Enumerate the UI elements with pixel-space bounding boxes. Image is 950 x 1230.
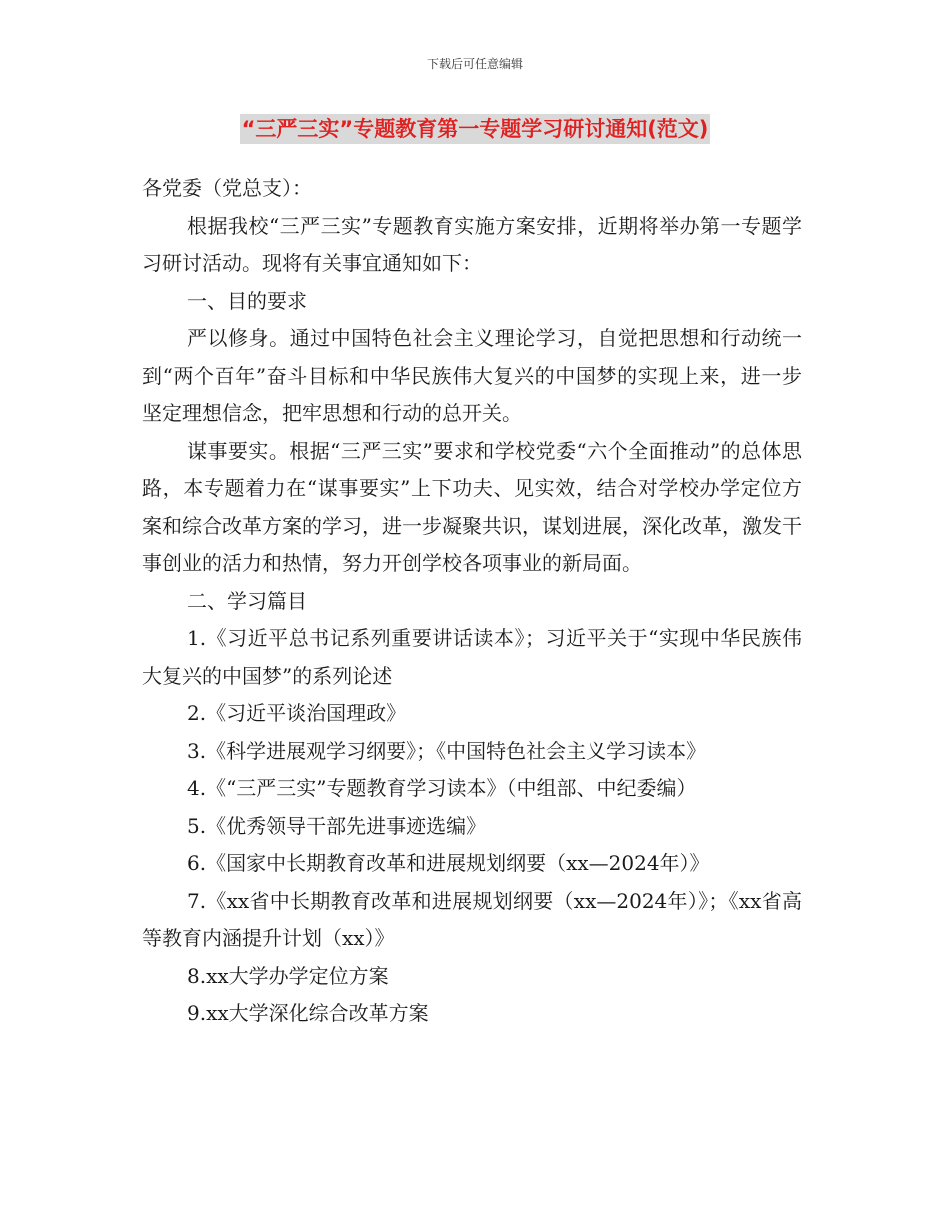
list-item: 4.《“三严三实”专题教育学习读本》（中组部、中纪委编） bbox=[187, 776, 697, 800]
title-container bbox=[0, 114, 950, 144]
paragraph: 严以修身。通过中国特色社会主义理论学习，自觉把思想和行动统一到“两个百年”奋斗目标和中华民族伟大复兴的中国梦的实现上来，进一步坚定理想信念，把牢思想和行动的总开关。 bbox=[142, 326, 802, 425]
list-item: 5.《优秀领导干部先进事迹选编》 bbox=[187, 813, 487, 838]
document-body bbox=[142, 170, 802, 1033]
list-item: 1.《习近平总书记系列重要讲话读本》；习近平关于“实现中华民族伟大复兴的中国梦”的系列论述 bbox=[142, 626, 802, 688]
section-heading: 二、学习篇目 bbox=[187, 588, 307, 613]
section-heading: 一、目的要求 bbox=[187, 288, 307, 313]
intro-paragraph: 根据我校“三严三实”专题教育实施方案安排，近期将举办第一专题学习研讨活动。现将有关事宜通知如下： bbox=[142, 213, 802, 275]
list-item: 7.《xx省中长期教育改革和进展规划纲要（xx—2024年）》；《xx省高等教育内涵提升计划（xx）》 bbox=[142, 888, 802, 950]
list-item: 3.《科学进展观学习纲要》；《中国特色社会主义学习读本》 bbox=[187, 738, 707, 763]
list-item: 2.《习近平谈治国理政》 bbox=[187, 701, 407, 725]
list-item: 6.《国家中长期教育改革和进展规划纲要（xx—2024年）》 bbox=[187, 851, 710, 875]
paragraph: 谋事要实。根据“三严三实”要求和学校党委“六个全面推动”的总体思路，本专题着力在“谋事要实”上下功夫、见实效，结合对学校办学定位方案和综合改革方案的学习，进一步凝聚共识，谋划进展，深化改革，激发干事创业的活力和热情，努力开创学校各项事业的新局面。 bbox=[142, 438, 802, 575]
salutation: 各党委（党总支）： bbox=[142, 176, 312, 200]
list-item: 9.xx大学深化综合改革方案 bbox=[187, 1001, 429, 1025]
list-item: 8.xx大学办学定位方案 bbox=[187, 963, 389, 988]
document-title: “三严三实”专题教育第一专题学习研讨通知(范文) bbox=[240, 114, 711, 144]
header-note: 下载后可任意编辑 bbox=[426, 57, 523, 71]
